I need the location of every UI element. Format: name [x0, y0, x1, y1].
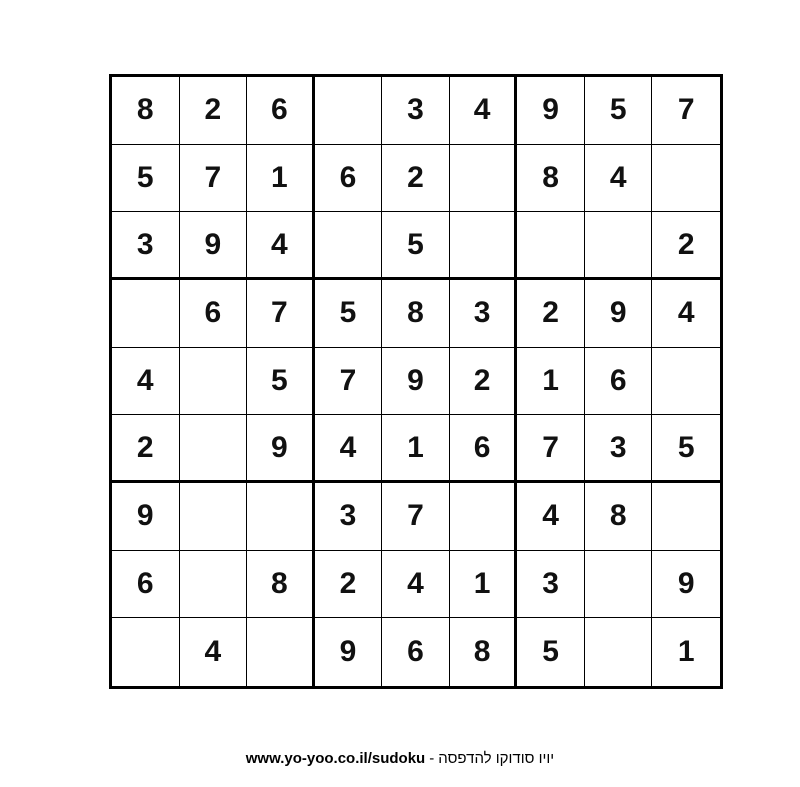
sudoku-cell: 2: [450, 348, 518, 416]
sudoku-cell[interactable]: [180, 483, 248, 551]
sudoku-cell: 6: [315, 145, 383, 213]
sudoku-cell: 3: [517, 551, 585, 619]
sudoku-cell: 8: [112, 77, 180, 145]
sudoku-cell: 9: [652, 551, 720, 619]
sudoku-cell: 8: [382, 280, 450, 348]
sudoku-cell: 4: [652, 280, 720, 348]
sudoku-cell: 4: [585, 145, 653, 213]
sudoku-cell: 9: [585, 280, 653, 348]
sudoku-cell: 2: [180, 77, 248, 145]
sudoku-cell: 5: [585, 77, 653, 145]
sudoku-cell: 6: [247, 77, 315, 145]
sudoku-cell: 7: [315, 348, 383, 416]
sudoku-cell: 5: [652, 415, 720, 483]
sudoku-cell: 4: [450, 77, 518, 145]
sudoku-cell: 8: [585, 483, 653, 551]
sudoku-cell: 3: [585, 415, 653, 483]
sudoku-cell: 5: [517, 618, 585, 686]
sudoku-cell: 9: [112, 483, 180, 551]
sudoku-cell: 7: [382, 483, 450, 551]
sudoku-cell[interactable]: [180, 551, 248, 619]
footer: [0, 750, 800, 767]
sudoku-cell: 4: [382, 551, 450, 619]
sudoku-cell: 8: [247, 551, 315, 619]
sudoku-cell: 9: [180, 212, 248, 280]
sudoku-cell: 7: [247, 280, 315, 348]
sudoku-cell: 3: [112, 212, 180, 280]
sudoku-cell[interactable]: [585, 551, 653, 619]
sudoku-cell: 1: [450, 551, 518, 619]
sudoku-cell: 5: [247, 348, 315, 416]
sudoku-cell: 8: [450, 618, 518, 686]
sudoku-cell: 8: [517, 145, 585, 213]
sudoku-cell[interactable]: [585, 212, 653, 280]
sudoku-cell[interactable]: [652, 145, 720, 213]
sudoku-cell: 2: [112, 415, 180, 483]
sudoku-cell: 5: [112, 145, 180, 213]
sudoku-cell: 9: [315, 618, 383, 686]
sudoku-cell: 7: [652, 77, 720, 145]
sudoku-cell: 4: [315, 415, 383, 483]
sudoku-cell[interactable]: [652, 483, 720, 551]
sudoku-cell[interactable]: [112, 280, 180, 348]
sudoku-cell: 4: [112, 348, 180, 416]
sudoku-cell[interactable]: [652, 348, 720, 416]
footer-url[interactable]: www.yo-yoo.co.il/sudoku: [245, 750, 426, 767]
footer-separator: -: [429, 750, 435, 767]
sudoku-cell: 9: [247, 415, 315, 483]
sudoku-board: [109, 74, 723, 689]
sudoku-cell: 6: [450, 415, 518, 483]
sudoku-cell: 3: [382, 77, 450, 145]
sudoku-cell: 3: [315, 483, 383, 551]
sudoku-cell[interactable]: [180, 348, 248, 416]
sudoku-cell: 1: [382, 415, 450, 483]
sudoku-cell: 7: [180, 145, 248, 213]
sudoku-cell: 5: [315, 280, 383, 348]
sudoku-cell[interactable]: [247, 483, 315, 551]
sudoku-cell: 6: [382, 618, 450, 686]
sudoku-cell: 6: [585, 348, 653, 416]
sudoku-cell: 2: [517, 280, 585, 348]
sudoku-cell[interactable]: [450, 212, 518, 280]
footer-caption: יויו סודוקו להדפסה: [438, 750, 555, 767]
sudoku-cell[interactable]: [450, 483, 518, 551]
sudoku-cell: 6: [180, 280, 248, 348]
sudoku-cell[interactable]: [180, 415, 248, 483]
sudoku-cell[interactable]: [517, 212, 585, 280]
sudoku-cell: 6: [112, 551, 180, 619]
sudoku-cell[interactable]: [315, 212, 383, 280]
sudoku-cell[interactable]: [585, 618, 653, 686]
sudoku-cell[interactable]: [450, 145, 518, 213]
sudoku-cell[interactable]: [112, 618, 180, 686]
sudoku-cell: 7: [517, 415, 585, 483]
sudoku-cell: 2: [315, 551, 383, 619]
sudoku-cell: 3: [450, 280, 518, 348]
sudoku-cell: 4: [247, 212, 315, 280]
sudoku-cell[interactable]: [247, 618, 315, 686]
sudoku-cell: 1: [247, 145, 315, 213]
sudoku-cell: 4: [517, 483, 585, 551]
sudoku-cell: 2: [652, 212, 720, 280]
sudoku-cell: 4: [180, 618, 248, 686]
sudoku-cell: 1: [677, 635, 695, 669]
sudoku-cell: 9: [382, 348, 450, 416]
sudoku-cell: 9: [517, 77, 585, 145]
sudoku-cell: 1: [517, 348, 585, 416]
sudoku-cell: 5: [382, 212, 450, 280]
sudoku-cell[interactable]: [315, 77, 383, 145]
sudoku-cell: 2: [382, 145, 450, 213]
